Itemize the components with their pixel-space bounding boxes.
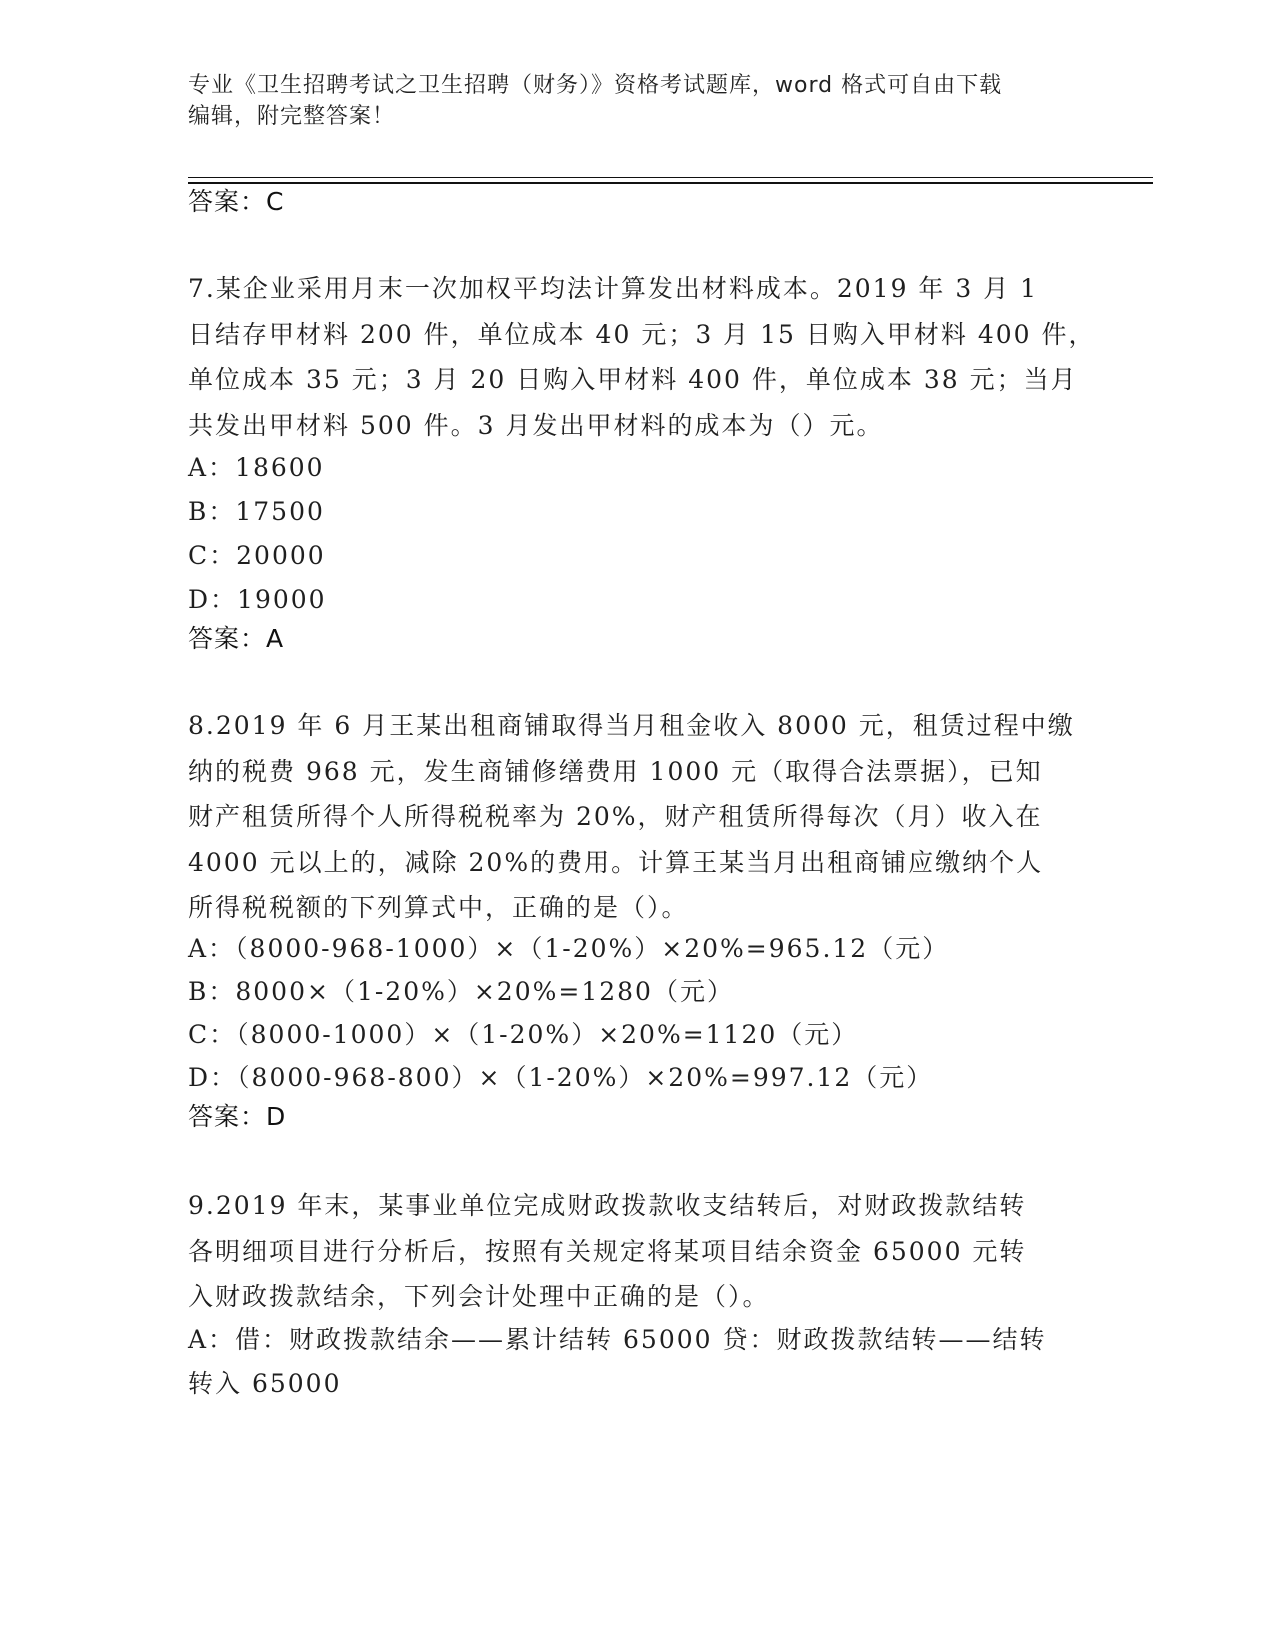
- question-7-text: [188, 266, 1096, 448]
- question-line: 共发出甲材料 500 件。3 月发出甲材料的成本为（）元。: [188, 410, 884, 440]
- question-9-option-a: A：借：财政拨款结余——累计结转 65000 贷：财政拨款结转——结转: [188, 1325, 1047, 1354]
- answer-previous: 答案：C: [188, 187, 285, 216]
- question-line: 纳的税费 968 元，发生商铺修缮费用 1000 元（取得合法票据），已知: [188, 756, 1043, 786]
- question-7-answer: 答案：A: [188, 624, 285, 653]
- question-8-option-b: B：8000×（1-20%）×20%=1280（元）: [188, 977, 734, 1006]
- question-9-text: [188, 1183, 1026, 1320]
- question-line: 所得税税额的下列算式中，正确的是（）。: [188, 893, 689, 922]
- question-line: 单位成本 35 元；3 月 20 日购入甲材料 400 件，单位成本 38 元；当月: [188, 365, 1078, 394]
- question-line: 7.某企业采用月末一次加权平均法计算发出材料成本。2019 年 3 月 1: [188, 274, 1039, 303]
- question-7-option-c: C：20000: [188, 541, 326, 570]
- question-line: 财产租赁所得个人所得税税率为 20%，财产租赁所得每次（月）收入在: [188, 802, 1043, 831]
- question-8-answer: 答案：D: [188, 1102, 287, 1131]
- question-line: 入财政拨款结余，下列会计处理中正确的是（）。: [188, 1282, 770, 1311]
- question-line: 8.2019 年 6 月王某出租商铺取得当月租金收入 8000 元，租赁过程中缴: [188, 711, 1075, 740]
- question-8-option-d: D：（8000-968-800）×（1-20%）×20%=997.12（元）: [188, 1063, 934, 1092]
- header-line-1: 专业《卫生招聘考试之卫生招聘（财务）》资格考试题库，word 格式可自由下载: [188, 73, 1003, 98]
- question-9-option-a-continued: 转入 65000: [188, 1369, 342, 1398]
- document-header: [188, 70, 1188, 132]
- question-7-option-d: D：19000: [188, 585, 327, 614]
- question-8-text: [188, 703, 1075, 931]
- question-8-option-a: A：（8000-968-1000）×（1-20%）×20%=965.12（元）: [188, 934, 950, 963]
- question-8-option-c: C：（8000-1000）×（1-20%）×20%=1120（元）: [188, 1020, 859, 1049]
- question-7-option-b: B：17500: [188, 497, 325, 526]
- question-line: 9.2019 年末，某事业单位完成财政拨款收支结转后，对财政拨款结转: [188, 1191, 1027, 1220]
- header-divider-thick: [188, 182, 1153, 184]
- question-line: 日结存甲材料 200 件，单位成本 40 元；3 月 15 日购入甲材料 400 件，: [188, 319, 1096, 349]
- question-line: 各明细项目进行分析后，按照有关规定将某项目结余资金 65000 元转: [188, 1236, 1027, 1266]
- header-divider: [188, 177, 1153, 178]
- question-7-option-a: A：18600: [188, 453, 325, 482]
- header-line-2: 编辑，附完整答案！: [188, 104, 396, 129]
- question-line: 4000 元以上的，减除 20%的费用。计算王某当月出租商铺应缴纳个人: [188, 847, 1044, 877]
